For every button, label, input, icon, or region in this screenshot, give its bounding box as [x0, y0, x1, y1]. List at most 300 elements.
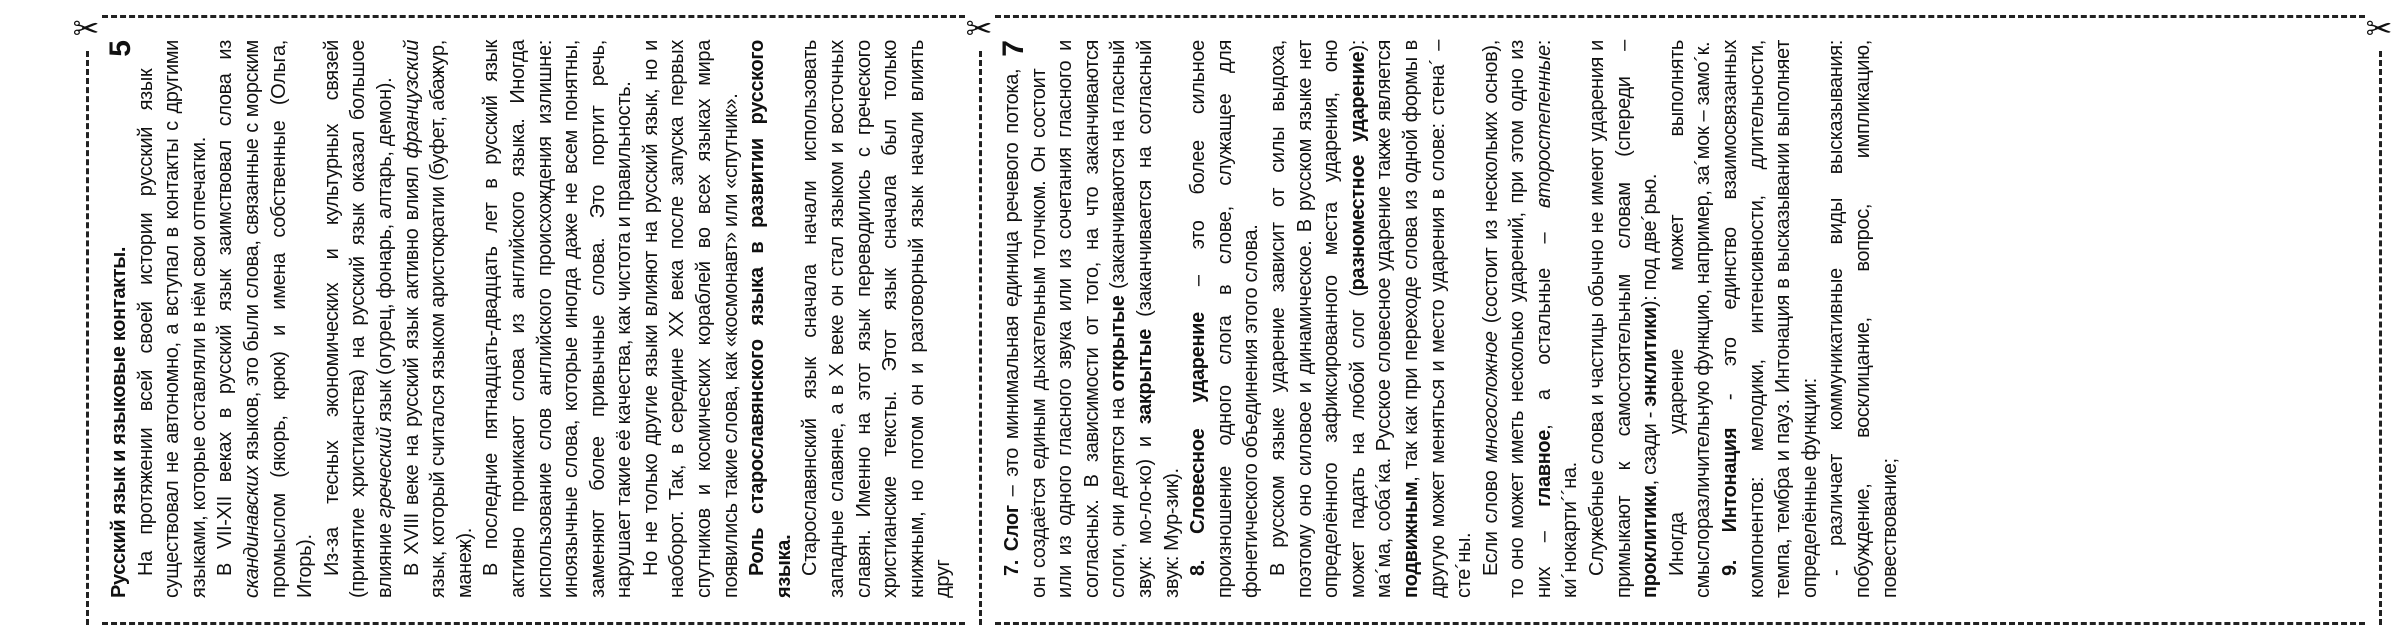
word: в [480, 178, 503, 189]
word: импликацию, [1852, 40, 1874, 159]
paragraph [212, 40, 318, 598]
section-heading [106, 40, 133, 598]
word: Это [586, 185, 609, 219]
word: при [1399, 367, 1422, 400]
word: английского [533, 288, 556, 396]
word: – [1426, 40, 1449, 51]
word: - [1639, 411, 1662, 419]
word: оно [1506, 537, 1529, 570]
card-number: 5 [104, 40, 137, 57]
word: определённые [1798, 465, 1821, 598]
word: стена´ [1426, 58, 1449, 116]
word: ударение [1346, 51, 1369, 143]
word: не [1586, 211, 1609, 234]
word: может [1346, 542, 1369, 598]
word: ударение [1266, 307, 1289, 393]
word: запуска [666, 116, 689, 186]
word: на [347, 336, 370, 359]
word: ( [1346, 290, 1369, 297]
word: русский [214, 324, 237, 395]
word: во [693, 227, 716, 249]
word: язык [480, 40, 503, 82]
word: портит [586, 105, 609, 166]
word: середине [666, 347, 689, 434]
word: взаимосвязанных [1719, 40, 1742, 200]
word: примыкают [1612, 495, 1635, 598]
word: – [1001, 485, 1023, 497]
word: ударений, [1506, 212, 1529, 303]
word: иноязычные [560, 486, 583, 598]
word: отпечатки. [187, 137, 210, 231]
word: более [586, 436, 609, 491]
word: самостоятельным [1612, 274, 1635, 437]
word: контакты. [108, 246, 130, 342]
word: и [826, 142, 849, 154]
word: влияние [373, 523, 396, 598]
word: иногда [560, 267, 583, 329]
word: (Ольга, [267, 40, 290, 106]
paragraph [319, 40, 399, 598]
word: падать [1346, 467, 1369, 530]
word: язык [799, 357, 822, 399]
word: христианские [879, 476, 902, 598]
word: веке [400, 464, 423, 505]
word: замо´к. [1692, 41, 1715, 106]
dashed-cut-line [86, 51, 89, 625]
word: мелодики, [1745, 359, 1768, 452]
word: из [1479, 220, 1502, 240]
word: энклитики [1639, 307, 1662, 407]
word: или [719, 193, 742, 227]
word: другую [1426, 535, 1449, 598]
word: фонетического [1240, 463, 1263, 598]
word: минимальная [1001, 315, 1023, 440]
word: также [1373, 127, 1396, 180]
word: единство [1719, 227, 1742, 310]
word: Именно [852, 446, 875, 518]
word: вступал [161, 245, 184, 317]
word: активно [506, 527, 529, 598]
word: Слог [1001, 505, 1023, 552]
word: наоборот. [666, 510, 689, 598]
word: гласный [1107, 40, 1130, 114]
word: зависимости [1080, 347, 1103, 463]
word: Он [1027, 146, 1050, 173]
word: и [905, 363, 928, 374]
word: только [879, 40, 902, 100]
word: в [187, 322, 210, 333]
word: славян. [852, 529, 875, 598]
word: а [161, 323, 184, 335]
paragraph [1717, 40, 1823, 598]
word: заканчиваются [1080, 40, 1103, 175]
word: выполняет [1772, 40, 1795, 137]
word: дыхательным [1027, 267, 1050, 391]
word: это [1719, 337, 1742, 367]
word: более [1187, 140, 1210, 195]
word: произношение [1213, 466, 1236, 598]
word: оставляли [187, 337, 210, 432]
word: фонарь, [373, 224, 396, 299]
word: служащее [1213, 93, 1236, 186]
word: в [214, 407, 237, 419]
word: В [214, 563, 237, 576]
word: понятны, [560, 40, 583, 122]
word: чистота [613, 232, 636, 302]
word: языках [693, 98, 716, 162]
word: слово [1479, 470, 1502, 524]
word: который [427, 471, 450, 546]
word: мира [693, 40, 716, 86]
word: свои [187, 235, 210, 277]
word: были [240, 304, 263, 352]
word: излишне: [533, 40, 556, 124]
word: слова. [586, 237, 609, 296]
word: что [1080, 186, 1103, 217]
word: как [719, 352, 742, 381]
word: язык [373, 380, 396, 423]
word: он [905, 384, 928, 406]
word: на [1346, 432, 1369, 455]
word: единым [1027, 398, 1050, 470]
word: слове, [1213, 206, 1236, 265]
word: и [1586, 39, 1609, 51]
word: как [613, 306, 636, 335]
word: смыслоразличительную [1692, 380, 1715, 598]
card-russian-language-contacts [102, 15, 965, 625]
word: пауз. [1772, 399, 1795, 444]
word: сте´ны. [1453, 532, 1476, 598]
word: и [1772, 450, 1795, 462]
cut-line-top [72, 10, 102, 625]
word: большое [347, 40, 370, 121]
word: место [1426, 299, 1449, 353]
word: главное [1532, 429, 1555, 507]
word: Интонация [1772, 295, 1795, 393]
word: промыслом [267, 493, 290, 598]
word: сначала [879, 175, 902, 249]
word: демон). [373, 77, 396, 147]
word: нарушает [613, 510, 636, 598]
paragraph [1478, 40, 1584, 598]
word: своей [134, 301, 157, 354]
word: в [826, 385, 849, 396]
word: – [1187, 275, 1210, 287]
word: и [693, 484, 716, 496]
word: В [1266, 563, 1289, 576]
word: темпа, [1772, 538, 1795, 598]
word: западные [826, 510, 849, 598]
word: ударения, [1320, 92, 1343, 183]
word: слов [533, 408, 556, 451]
word: высказывания: [1825, 40, 1848, 175]
word: правильность. [613, 81, 636, 212]
word: ударение [1187, 312, 1210, 403]
word: «спутник». [719, 93, 742, 189]
word: гласного [1054, 378, 1077, 456]
word: Иногда [506, 39, 529, 104]
word: влиял [400, 166, 423, 221]
word: английского [506, 191, 529, 299]
word: то [1506, 578, 1529, 598]
word: «космонавт» [719, 232, 742, 348]
word: они [1107, 504, 1130, 537]
word: за´мок [1692, 126, 1715, 186]
word: это [1001, 447, 1023, 477]
word: На [134, 551, 157, 576]
word: Интонация [1719, 427, 1742, 533]
word: В [1293, 219, 1316, 233]
word: слога [1213, 315, 1236, 365]
word: Иногда [1665, 512, 1688, 576]
word: формы [1399, 57, 1422, 123]
word: всех [693, 174, 716, 215]
word: разговорный [905, 238, 928, 353]
word: космических [693, 358, 716, 472]
word: и [639, 40, 662, 51]
word: вопрос, [1852, 203, 1874, 272]
word: веках [214, 432, 237, 483]
scissors-icon: ✂ [2365, 10, 2393, 47]
word: из [1054, 248, 1077, 269]
word: , [1639, 480, 1662, 486]
word: слова [214, 73, 237, 127]
word: например, [1692, 190, 1715, 285]
word: X [826, 363, 849, 377]
word: побуждение, [1852, 483, 1874, 598]
word: активно [400, 228, 423, 300]
word: в [1426, 189, 1449, 200]
word: Роль [746, 527, 769, 576]
word: и [1133, 436, 1156, 448]
word: старославянского [746, 339, 769, 515]
word: языками, [187, 515, 210, 598]
word: такие [613, 456, 636, 506]
word: восточных [826, 40, 849, 134]
word: в [161, 227, 184, 238]
word: для [1213, 40, 1236, 74]
word: – [1612, 40, 1635, 51]
word: или [1054, 565, 1077, 598]
word: того, [1080, 262, 1103, 304]
word: проклитики [1639, 485, 1662, 598]
word: русский [134, 126, 157, 197]
word: ): [1639, 295, 1662, 308]
word: Служебные [1586, 470, 1609, 576]
word: даже [560, 213, 583, 260]
word: меняться [1426, 379, 1449, 464]
word: одного [1213, 385, 1236, 446]
word: заменяют [586, 510, 609, 598]
word: (принятие [347, 508, 370, 598]
word: в [1772, 278, 1795, 289]
word: спутников [693, 508, 716, 598]
word: 9. [1719, 560, 1742, 576]
word: другие [639, 385, 662, 446]
word: от [1080, 316, 1103, 336]
word: остальные [1532, 268, 1555, 365]
word: века [666, 260, 689, 301]
word: язык [134, 68, 157, 111]
word: и [613, 216, 636, 228]
word: XVIII [400, 513, 423, 555]
word: на [1107, 397, 1130, 420]
word: ударения [1426, 207, 1449, 292]
word: скандинавских [240, 466, 263, 598]
word: происхождения [533, 136, 556, 276]
word: языковые [108, 346, 130, 445]
word: из [1506, 40, 1529, 60]
word: французский [400, 40, 423, 159]
word: функцию, [1692, 289, 1715, 376]
word: язык, [427, 551, 450, 598]
word: стал [826, 236, 849, 277]
word: различает [1825, 454, 1848, 546]
word: русский [347, 256, 370, 326]
word: XX [666, 311, 689, 338]
word: зафиксированного [1320, 275, 1343, 443]
word: звук: [1133, 556, 1156, 598]
word: а [1532, 389, 1555, 401]
word: этого [1240, 287, 1263, 334]
word: словесное [1373, 277, 1396, 373]
word: слова, [560, 419, 583, 478]
word: к [1612, 461, 1635, 471]
word: начали [905, 111, 928, 176]
word: несколько [1506, 311, 1529, 403]
word: язык [879, 268, 902, 311]
word: согласных. [1080, 499, 1103, 598]
word: две´рью. [1639, 173, 1662, 254]
word: тембра [1772, 467, 1795, 533]
word: всем [560, 130, 583, 174]
word: и [1426, 360, 1449, 372]
word: этот [852, 363, 875, 401]
word: звука [1054, 321, 1077, 369]
word: (заканчивается [1133, 180, 1156, 317]
paragraph [1823, 40, 1903, 598]
word: сочетания [1054, 147, 1077, 240]
word: открытые [1107, 295, 1130, 392]
word: язык [347, 203, 370, 246]
word: друг [932, 559, 955, 598]
word: виды [1825, 197, 1848, 245]
word: только [639, 453, 662, 514]
word: (огурец, [373, 303, 396, 376]
word: ударения [1586, 56, 1609, 142]
word: язык [852, 309, 875, 351]
word: - [1825, 569, 1848, 576]
word: 8. [1187, 560, 1210, 576]
word: морским [240, 40, 263, 118]
word: абажур, [427, 40, 450, 111]
word: от [1266, 187, 1289, 208]
word: христианства) [347, 369, 370, 497]
word: компонентов: [1745, 476, 1768, 598]
paragraph [1664, 40, 1717, 598]
word: первых [666, 40, 689, 106]
word: из [1054, 535, 1077, 556]
word: а [826, 403, 849, 415]
word: повествование; [1878, 458, 1901, 598]
word: контакты [161, 138, 184, 220]
word: протяжении [134, 427, 157, 535]
word: любой [1346, 361, 1369, 421]
word: и [1293, 382, 1316, 394]
word: проникают [506, 416, 529, 513]
word: потока, [1001, 68, 1023, 134]
word: но [639, 59, 662, 81]
word: развитии [746, 138, 769, 228]
word: одной [1399, 129, 1422, 184]
paragraph [797, 40, 957, 598]
word: может [1506, 472, 1529, 529]
paragraph [638, 40, 744, 598]
word: слог [1346, 309, 1369, 349]
word: оно [1293, 484, 1316, 517]
word: (якорь, [267, 415, 290, 478]
word: единица [1001, 231, 1023, 308]
word: так [1399, 441, 1422, 470]
word: восклицание, [1852, 317, 1874, 438]
word: на [400, 435, 423, 457]
word: языке [1266, 407, 1289, 461]
word: переходе [1399, 276, 1422, 361]
word: переводились [852, 169, 875, 297]
word: функции: [1798, 378, 1821, 461]
word: не [161, 451, 184, 473]
word: Мур-зик). [1160, 468, 1183, 551]
word: языке [1293, 77, 1316, 131]
word: длительности, [1745, 40, 1768, 170]
word: языком [427, 313, 450, 380]
word: русского [746, 40, 769, 125]
paragraph [1584, 40, 1664, 598]
word: начали [799, 180, 822, 245]
word: сначала [799, 264, 822, 338]
word: слова. [1240, 224, 1263, 283]
scissors-icon: ✂ [965, 10, 993, 47]
word: её [613, 429, 636, 452]
paragraph [478, 40, 638, 598]
word: экономических [320, 282, 343, 418]
word: связанные [240, 138, 263, 235]
word: подвижным [1399, 481, 1422, 598]
word: язык [905, 186, 928, 228]
word: греческий [373, 427, 396, 519]
word: интенсивности, [1745, 195, 1768, 334]
word: использовать [799, 40, 822, 162]
word: язык [400, 307, 423, 350]
word: с [161, 121, 184, 131]
word: считался [427, 384, 450, 467]
word: обычно [1586, 239, 1609, 308]
word: языков, [240, 392, 263, 461]
word: В [480, 563, 503, 576]
word: на [1133, 146, 1156, 169]
word: он [1027, 576, 1050, 598]
word: ударение [1665, 349, 1688, 435]
word: языка. [506, 118, 529, 177]
word: это [1187, 220, 1210, 250]
word: и [320, 248, 343, 260]
word: делятся [1107, 425, 1130, 498]
word: является [1373, 40, 1396, 121]
word: в [1213, 284, 1236, 295]
word: – [1532, 232, 1555, 244]
word: (спереди [1612, 76, 1635, 157]
word: слова [1399, 216, 1422, 270]
